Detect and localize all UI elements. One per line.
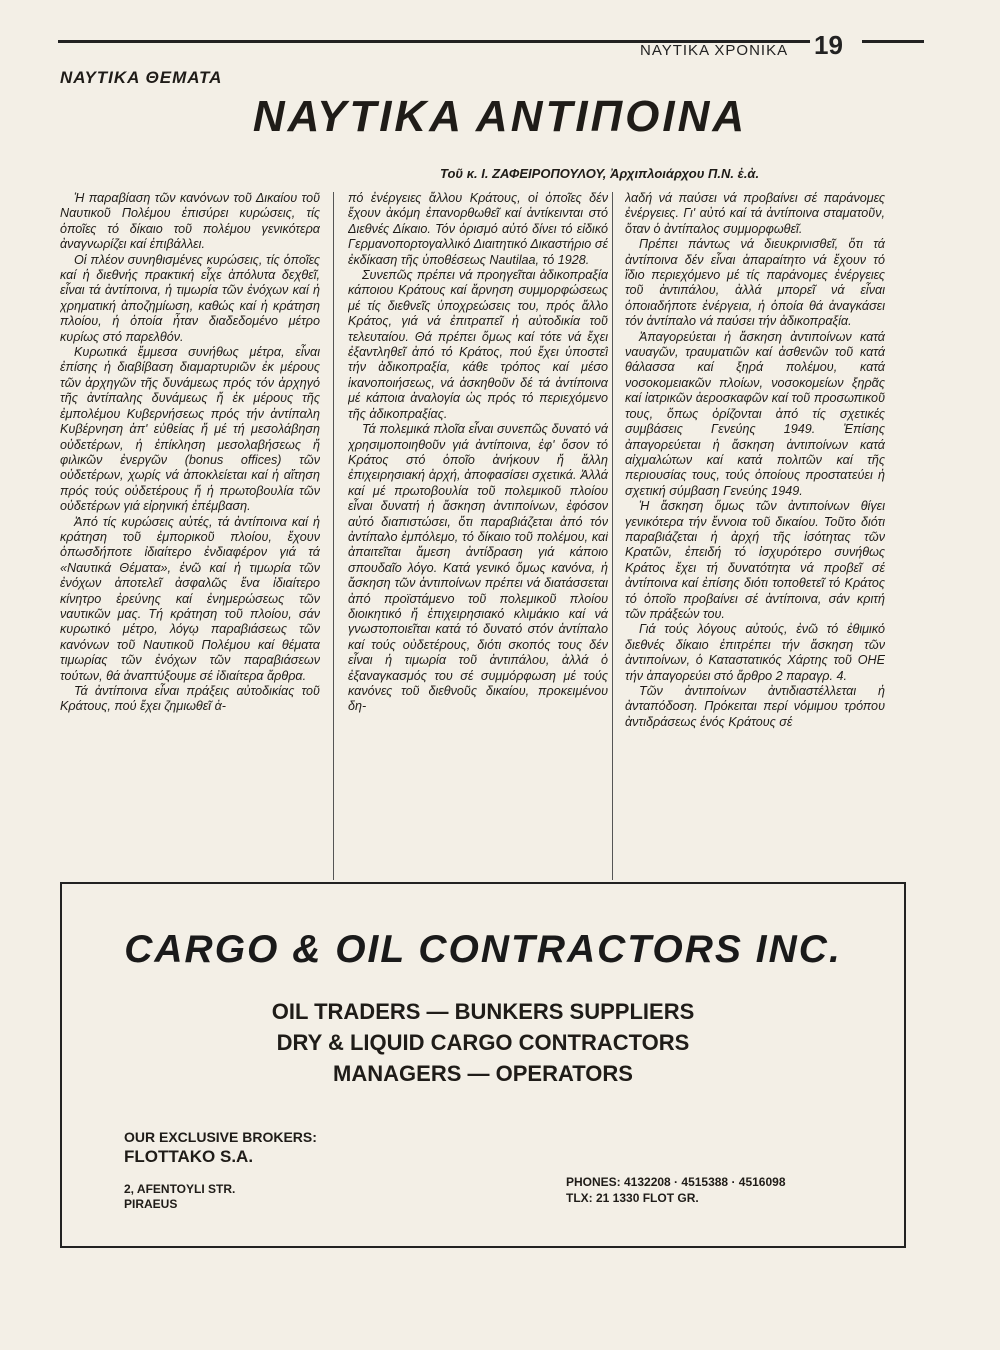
paragraph: Γιά τούς λόγους αὐτούς, ἐνῶ τό ἐθιμικό διεθνές δίκαιο ἐπιτρέπει τήν ἄσκηση τῶν ἀντιποίνων, ὁ Καταστατικός Χάρτης τοῦ ΟΗΕ τήν ἀπαγορεύει στό ἄρθρο 2 παραγρ. 4. [625,622,885,683]
paragraph: λαδή νά παύσει νά προβαίνει σέ παράνομες ἐνέργειες. Γι' αὐτό καί τά ἀντίποινα σταματοῦν, ὅταν ὁ ἀντίπαλος συμμορφωθεῖ. [625,191,885,236]
section-label: ΝΑΥΤΙΚΑ ΘΕΜΑΤΑ [60,68,223,87]
ad-address-line: PIRAEUS [124,1197,178,1211]
article-title: ΝΑΥΤΙΚΑ ΑΝΤΙΠΟΙΝΑ [252,92,748,141]
ad-service-line: DRY & LIQUID CARGO CONTRACTORS [276,1030,690,1055]
ad-telex: TLX: 21 1330 FLOT GR. [566,1191,699,1205]
advertisement-box [60,882,906,1248]
paragraph: Ἀπαγορεύεται ἡ ἄσκηση ἀντιποίνων κατά ναυαγῶν, τραυματιῶν καί ἀσθενῶν τοῦ κατά θάλασσα καί ξηρά πολέμου, κατά νοσοκομειακῶν πλοίων, νοσοκομείων ξηρᾶς καί ἰατρικῶν ἀεροσκαφῶν καί τοῦ προσωπικοῦ τους, ὅπως ὁρίζονται ἀπό τίς σχετικές συμβάσεις Γενεύης 1949. Ἐπίσης ἀπαγορεύεται ἡ ἄσκηση ἀντιποίνων κατά αἰχμαλώτων καί κατά πολιτῶν καί τῆς περιουσίας τους, τούς ὁποίους προστατεύει ἡ σχετική σύμβαση Γενεύης 1949. [625,329,885,498]
paragraph: Κυρωτικά ἔμμεσα συνήθως μέτρα, εἶναι ἐπίσης ἡ διαβίβαση διαμαρτυριῶν ἐκ μέρους τῶν ἀρχηγῶν τῆς δυνάμεως πρός τόν ἀρχηγό τῆς ἀντίπαλης δυνάμεως ἤ ἐκ μέρους τῆς ἐμπολέμου Κυβερνήσεως πρός τήν ἀντίπαλη Κυβέρνηση ἀπ' εὐθείας ἤ μέ τή μεσολάβηση οὐδετέρων, ἡ ἐπίκληση μεσολαβήσεως ἤ φιλικῶν ἐνεργῶν (bonus offices) τῶν οὐδετέρων, χωρίς νά ἀποκλείεται καί ἡ αἴτηση πρός τούς οὐδετέρους ἤ ἡ πρωτοβουλία τῶν οὐδετέρων γιά εἰρηνική ἐπέμβαση. [60,345,320,514]
ad-brokers-label: OUR EXCLUSIVE BROKERS: [124,1129,317,1145]
ad-address [124,1182,235,1212]
ad-broker-name: FLOTTAKO S.A. [124,1147,254,1166]
paragraph: Οἱ πλέον συνηθισμένες κυρώσεις, τίς ὁποῖες καί ἡ διεθνής πρακτική εἶχε ἀπόλυτα δεχθεῖ, εἶναι τά ἀντίποινα, ἡ τιμωρία τῶν ἐνόχων καί ἡ χρηματική ἀποζημίωση, καθώς καί ἡ κράτηση πλοίου, ἡ ὁποία ἦταν διαδεδομένο μέτρο κυρίως στό παρελθόν. [60,252,320,344]
article-column-1 [60,191,320,881]
paragraph: Ἡ παραβίαση τῶν κανόνων τοῦ Δικαίου τοῦ Ναυτικοῦ Πολέμου ἐπισύρει κυρώσεις, τίς ὁποῖες τό δίκαιο τοῦ πολέμου γενικότερα ἀναγνωρίζει καί ἐπιβάλλει. [60,191,320,252]
paragraph: Ἀπό τίς κυρώσεις αὐτές, τά ἀντίποινα καί ἡ κράτηση τοῦ ἐμπορικοῦ πλοίου, ἔχουν ὁπωσδήποτε ἰδιαίτερο ἐνδιαφέρον γιά τά «Ναυτικά Θέματα», ἐνῶ καί ἡ τιμωρία τῶν ἐνόχων ἀποτελεῖ ἀσφαλῶς ἕνα ἰδιαίτερο κίνητρο ἐρεύνης καί ἐνημερώσεως τῶν ναυτικῶν μας. Τή κράτηση τοῦ πλοίου, σάν κυρωτικό μέτρο, λόγῳ παραβιάσεως τῶν κανόνων τοῦ Ναυτικοῦ Πολέμου καί θέματα τιμωρίας τῶν ἐνόχων τῶν παραβιάσεων τούτων, θά ἀναπτύξουμε σέ ἰδιαίτερα ἄρθρα. [60,514,320,683]
ad-brokers [124,1128,317,1166]
paragraph: Συνεπῶς πρέπει νά προηγεῖται ἀδικοπραξία κάποιου Κράτους καί ἄρνηση συμμορφώσεως μέ τίς διεθνεῖς ὑποχρεώσεις του, πρός ἄλλο Κράτος, γιά νά ἐπιτραπεῖ ἡ αὐτοδικία τοῦ τελευταίου. Θά πρέπει ὅμως καί τότε νά ἔχει ἐξαντληθεῖ ἀπό τό Κράτος, πού ἔχει ὑποστεῖ τήν ἀδικοπραξία, κάθε τρόπος καί μέσο ἱκανοποιήσεως, νά ἀσκηθοῦν δέ τά ἀντίποινα μέ κάποια ἀναλογία ὡς πρός τό περιεχόμενο τῆς ἀδικοπραξίας. [348,268,608,421]
ad-service-line: OIL TRADERS — BUNKERS SUPPLIERS [271,999,695,1024]
paragraph: Τά πολεμικά πλοῖα εἶναι συνεπῶς δυνατό νά χρησιμοποιηθοῦν γιά ἀντίποινα, ἐφ' ὅσον τό Κράτος στό ὁποῖο ἀνήκουν ἤ ἄλλη ἐπιχειρησιακή ἀρχή, ἀποφασίσει σχετικά. Ἀλλά καί μέ πρωτοβουλία τοῦ πολεμικοῦ πλοίου εἶναι δυνατή ἡ ἄσκηση ἀντιποίνων, ἐφόσον αὐτό διαπιστώσει, ὅτι παραβιάζεται ἀπό τόν ἀντίπαλο ἐμπόλεμο, τό δίκαιο τοῦ πολέμου, καί ἀπαιτεῖται ἄμεση ἀντίδραση γιά κάποιο σπουδαῖο λόγο. Κατά γενικό ὅμως κανόνα, ἡ ἄσκηση τῶν ἀντιποίνων πρέπει νά διατάσσεται ἀπό προϊστάμενο τοῦ πολεμικοῦ πλοίου διοικητικό ἤ ἐπιχειρησιακό κλιμάκιο καί νά γνωστοποιεῖται κατά τό δυνατό στόν ἀντίπαλο καί τούς οὐδετέρους, διότι σκοπός τους δέν εἶναι ἡ τιμωρία τοῦ ἀντιπάλου, ἀλλά ὁ ἐξαναγκασμός του σέ συμμόρφωση μέ τούς κανόνες τοῦ διεθνοῦς δικαίου, προκειμένου δη- [348,422,608,714]
paragraph: Τά ἀντίποινα εἶναι πράξεις αὐτοδικίας τοῦ Κράτους, πού ἔχει ζημιωθεῖ ἀ- [60,684,320,714]
ad-address-line: 2, AFENTOYLI STR. [124,1182,236,1196]
page-number: 19 [814,30,843,60]
paragraph: Πρέπει πάντως νά διευκρινισθεῖ, ὅτι τά ἀντίποινα δέν εἶναι ἀπαραίτητο νά ἔχουν τό ἴδιο περιεχόμενο μέ τίς παράνομες ἐνέργειες τοῦ ἀντιπάλου, ἀλλά μπορεῖ νά εἶναι ὁποιαδήποτε ἐνέργεια, ἡ ὁποία θά ἀναγκάσει τόν ἀντίπαλο νά παύσει τήν ἀδικοπραξία. [625,237,885,329]
article-byline: Τοῦ κ. Ι. ΖΑΦΕΙΡΟΠΟΥΛΟΥ, Ἀρχιπλοιάρχου Π.Ν. ἐ.ἀ. [440,166,760,181]
paragraph: Τῶν ἀντιποίνων ἀντιδιαστέλλεται ἡ ἀνταπόδοση. Πρόκειται περί νόμιμου τρόπου ἀντιδράσεως ἑνός Κράτους σέ [625,684,885,729]
article-column-3 [625,191,885,881]
column-divider [612,192,613,880]
ad-services [62,996,904,1089]
ad-service-line: MANAGERS — OPERATORS [333,1061,633,1086]
paragraph: Ἡ ἄσκηση ὅμως τῶν ἀντιποίνων θίγει γενικότερα τήν ἔννοια τοῦ δικαίου. Τοῦτο διότι παραβιάζεται ἡ ἀρχή τῆς ἰσότητας τῶν Κρατῶν, ἐπειδή τό ἰσχυρότερο συνήθως Κράτος ἔχει τή δυνατότητα νά προβεῖ σέ ἀντίποινα καί ἐπίσης διότι τοποθετεῖ τό Κράτος τό ὁποῖο προβαίνει σέ ἀντίποινα, σάν κριτή τῶν πράξεών του. [625,499,885,621]
magazine-name: ΝΑΥΤΙΚΑ ΧΡΟΝΙΚΑ [640,42,789,59]
ad-phones: PHONES: 4132208 · 4515388 · 4516098 [566,1175,786,1189]
header-rule-right [862,40,924,43]
paragraph: πό ἐνέργειες ἄλλου Κράτους, οἱ ὁποῖες δέν ἔχουν ἀκόμη ἐπανορθωθεῖ καί ἀντίκεινται στό Διεθνές Δίκαιο. Τόν ὁρισμό αὐτό δίνει τό εἰδικό Γερμανοπορτογαλλικό Διαιτητικό Δικαστήριο σέ ἐκδίκαση τῆς ὑποθέσεως Nautilaa, τό 1928. [348,191,608,267]
article-column-2 [348,191,608,881]
ad-company-name: CARGO & OIL CONTRACTORS INC. [124,928,842,971]
column-divider [333,192,334,880]
ad-contact [566,1174,786,1206]
